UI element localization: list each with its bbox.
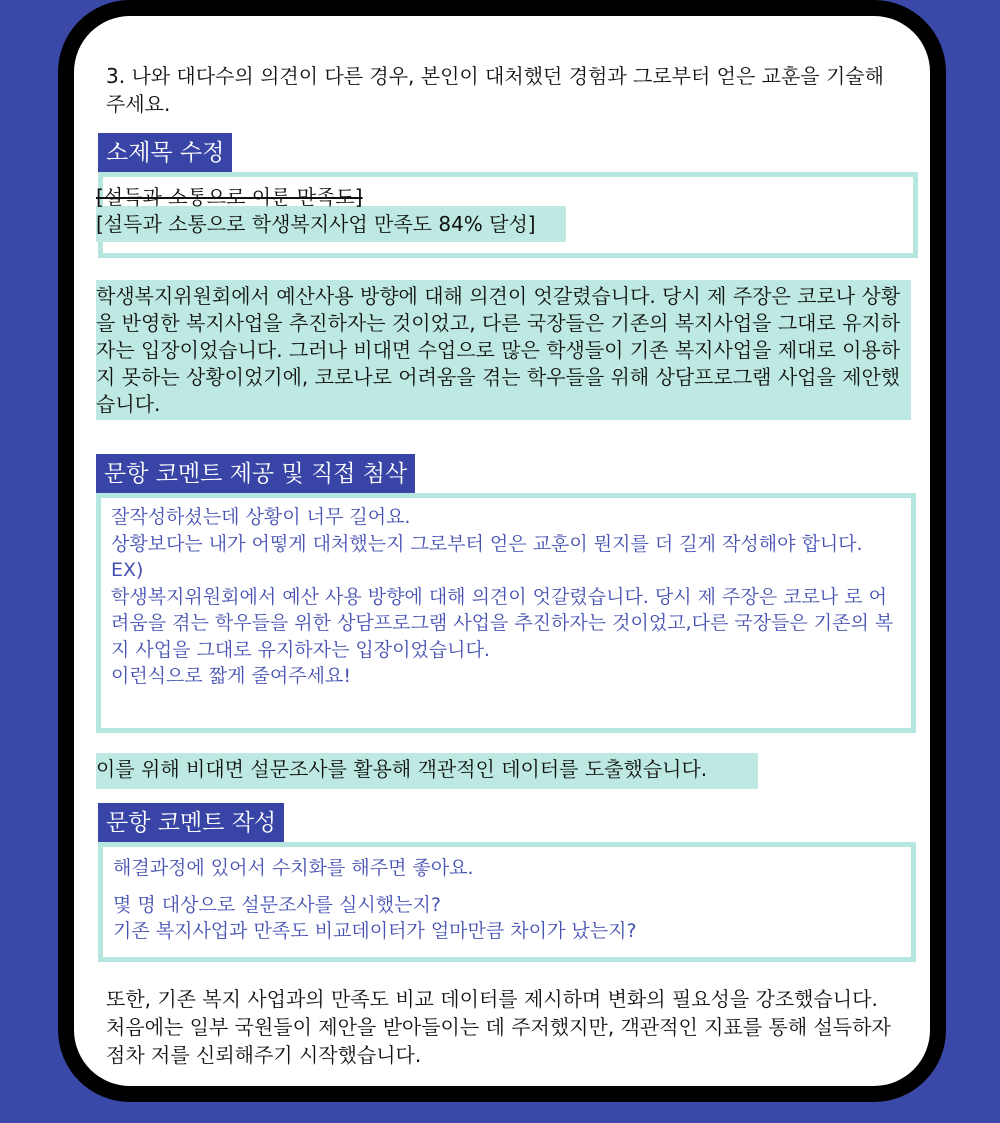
question-text: 3. 나와 대다수의 의견이 다른 경우, 본인이 대처했던 경험과 그로부터 얻은 교훈을 기술해주세요. — [106, 64, 884, 116]
paragraph-2-highlight — [96, 753, 758, 789]
comment-box-2 — [98, 842, 916, 962]
comment-write-label: 문항 코멘트 작성 — [98, 803, 284, 843]
comment-1-line-1: 잘작성하셨는데 상황이 너무 길어요. — [111, 506, 411, 528]
comment-edit-label: 문항 코멘트 제공 및 직접 첨삭 — [96, 454, 415, 494]
paragraph-1-highlight — [96, 280, 911, 420]
comment-1-line-4: 학생복지위원회에서 예산 사용 방향에 대해 의견이 엇갈렸습니다. 당시 제 주장은 코로나 로 어려움을 겪는 학우들을 위한 상담프로그램 사업을 추진하자는 것이었고,다른 국장들은 기존의 복지 사업을 그대로 유지하자는 입장이었습니다. — [111, 585, 894, 661]
subtitle-edit-label: 소제목 수정 — [98, 133, 232, 173]
paragraph-2: 이를 위해 비대면 설문조사를 활용해 객관적인 데이터를 도출했습니다. — [96, 757, 708, 781]
paragraph-1: 학생복지위원회에서 예산사용 방향에 대해 의견이 엇갈렸습니다. 당시 제 주장은 코로나 상황을 반영한 복지사업을 추진하자는 것이었고, 다른 국장들은 기존의 복지사업을 그대로 유지하자는 입장이었습니다. 그러나 비대면 수업으로 많은 학생들이 기존 복지사업을 제대로 이용하지 못하는 상황이었기에, 코로나로 어려움을 겪는 학우들을 위해 상담프로그램 사업을 제안했습니다. — [96, 284, 901, 416]
comment-1-line-3: EX) — [111, 559, 144, 581]
comment-1-line-5: 이런식으로 짧게 줄여주세요! — [111, 665, 351, 687]
new-title: [설득과 소통으로 학생복지사업 만족도 84% 달성] — [96, 212, 536, 236]
comment-1-line-2: 상황보다는 내가 어떻게 대처했는지 그로부터 얻은 교훈이 뭔지를 더 길게 작성해야 합니다. — [111, 532, 863, 555]
paragraph-3: 또한, 기존 복지 사업과의 만족도 비교 데이터를 제시하며 변화의 필요성을 강조했습니다. 처음에는 일부 국원들이 제안을 받아들이는 데 주저했지만, 객관적인 지표를 통해 설득하자 점차 저를 신뢰해주기 시작했습니다. — [106, 987, 891, 1067]
comment-2-line-3: 기존 복지사업과 만족도 비교데이터가 얼마만큼 차이가 났는지? — [113, 920, 637, 942]
comment-box-1 — [96, 493, 916, 733]
old-title: [설득과 소통으로 이룬 만족도] — [96, 185, 363, 209]
comment-2-line-2: 몇 명 대상으로 설문조사를 실시했는지? — [113, 893, 441, 916]
comment-2-line-1: 해결과정에 있어서 수치화를 해주면 좋아요. — [113, 857, 474, 879]
